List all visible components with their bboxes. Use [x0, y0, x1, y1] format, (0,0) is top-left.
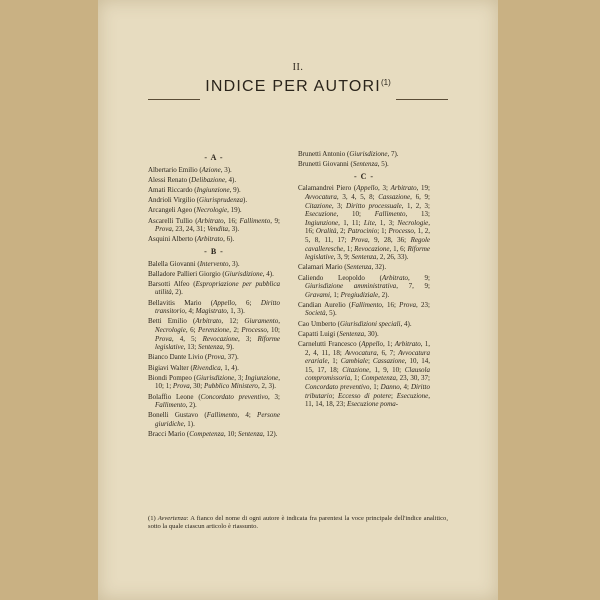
author-entry: Calamandrei Piero (Appello, 3; Arbitrato, 19; Avvocatura, 3, 4, 5, 8; Cassazione, 6, 9; Citazione, 3; Diritto processuale, 1, 2, 3; Esecuzione, 10; Fallimento, 13; Ingiunzione, 1, 11; Lite, 1, 3; Necrologie, 16; Oralità, 2; Patrocinio; 1; Processo, 1, 2, 5, 8, 11, 17; Prova, 9, 28, 36; Regole cavalleresche, 1; Revocazione, 1, 6; Riforme legislative, 3, 9; Sentenza, 2, 26, 33).	[298, 184, 431, 262]
section-letter: - B -	[204, 246, 224, 256]
author-entry: Bigiavi Walter (Rivendica, 1, 4).	[148, 363, 239, 372]
author-entry: Alessi Renato (Delibazione, 4).	[148, 175, 237, 184]
author-entry: Carnelutti Francesco (Appello, 1; Arbitrato, 1, 2, 4, 11, 18; Avvocatura, 6, 7; Avvocatura erariale, 1; Cambiale; Cassazione, 10, 14, 15, 17, 18; Citazione, 1, 9, 10; Clausola compromissoria, 1; Competenza, 23, 30, 37; Concordato preventivo, 1; Danno, 4; Diritto tributario; Eccesso di potere; Esecuzione, 11, 14, 18, 23; Esecuzione poma-	[298, 340, 431, 409]
author-entry: Calamari Mario (Sentenza, 32).	[298, 263, 387, 272]
author-entry: Capatti Luigi (Sentenza, 30).	[298, 329, 379, 338]
author-entry: Andrioli Virgilio (Giurisprudenza).	[148, 196, 248, 205]
author-entry: Bolaffio Leone (Concordato preventivo, 3; Fallimento, 2).	[148, 392, 280, 410]
author-entry: Bellavitis Mario (Appello, 6; Diritto transitorio, 4; Magistrato, 1, 3).	[148, 298, 280, 316]
author-entry: Bracci Mario (Competenza, 10; Sentenza, 12).	[148, 430, 278, 439]
book-page	[98, 0, 498, 600]
author-entry: Barsotti Alfeo (Espropriazione per pubblica utilità, 2).	[148, 279, 280, 297]
author-entry: Bianco Dante Livio (Prova, 37).	[148, 353, 239, 362]
section-number: II.	[292, 62, 304, 73]
page-title	[98, 78, 498, 96]
title-rule-right	[396, 99, 448, 100]
author-entry: Asquini Alberto (Arbitrato, 6).	[148, 235, 235, 244]
author-entry: Albertario Emilio (Azione, 3).	[148, 165, 232, 174]
title-text: INDICE PER AUTORI	[205, 78, 381, 95]
author-entry: Balella Giovanni (Intervento, 3).	[148, 259, 240, 268]
author-entry: Caliendo Leopoldo (Arbitrato, 9; Giurisdizione amministrativa, 7, 9; Gravami, 1; Pregiudiziale, 2).	[298, 273, 430, 299]
right-column	[298, 150, 430, 410]
title-rule-left	[148, 99, 200, 100]
author-entry: Brunetti Giovanni (Sentenza, 5).	[298, 160, 389, 169]
author-entry: Ascarelli Tullio (Arbitrato, 16; Fallimento, 9; Prova, 23, 24, 31; Vendita, 3).	[148, 216, 280, 234]
footnote: (1) Avvertenza: A fianco del nome di ogni autore è indicata fra parentesi la voce principale dell'indice analitico, sotto la quale ciascun articolo è riassunto.	[148, 515, 448, 530]
author-entry: Amati Riccardo (Ingiunzione, 9).	[148, 185, 241, 194]
section-letter: - C -	[353, 171, 375, 181]
author-entry: Arcangeli Ageo (Necrologie, 19).	[148, 206, 242, 215]
author-entry: Brunetti Antonio (Giurisdizione, 7).	[298, 150, 399, 158]
left-column	[148, 150, 280, 440]
author-entry: Bonelli Gustavo (Fallimento, 4; Persone giuridiche, 1).	[148, 411, 280, 428]
author-entry: Cao Umberto (Giurisdizioni speciali, 4).	[298, 319, 412, 328]
author-entry: Betti Emilio (Arbitrato, 12; Giuramento, Necrologie, 6; Perenzione, 2; Processo, 10; Prova, 4, 5; Revocazione, 3; Riforme legislative, 13; Sentenza, 9).	[148, 317, 281, 352]
author-entry: Candian Aurelio (Fallimento, 16; Prova, 23; Società, 5).	[298, 300, 430, 318]
author-entry: Balladore Pallieri Giorgio (Giurisdizione, 4).	[148, 269, 274, 278]
section-letter: - A -	[204, 153, 224, 162]
author-entry: Biondi Pompeo (Giurisdizione, 3; Ingiunzione, 10; 1; Prova, 30; Pubblico Ministero, 2, 3).	[148, 373, 280, 391]
footnote-ref: (1)	[380, 78, 391, 87]
